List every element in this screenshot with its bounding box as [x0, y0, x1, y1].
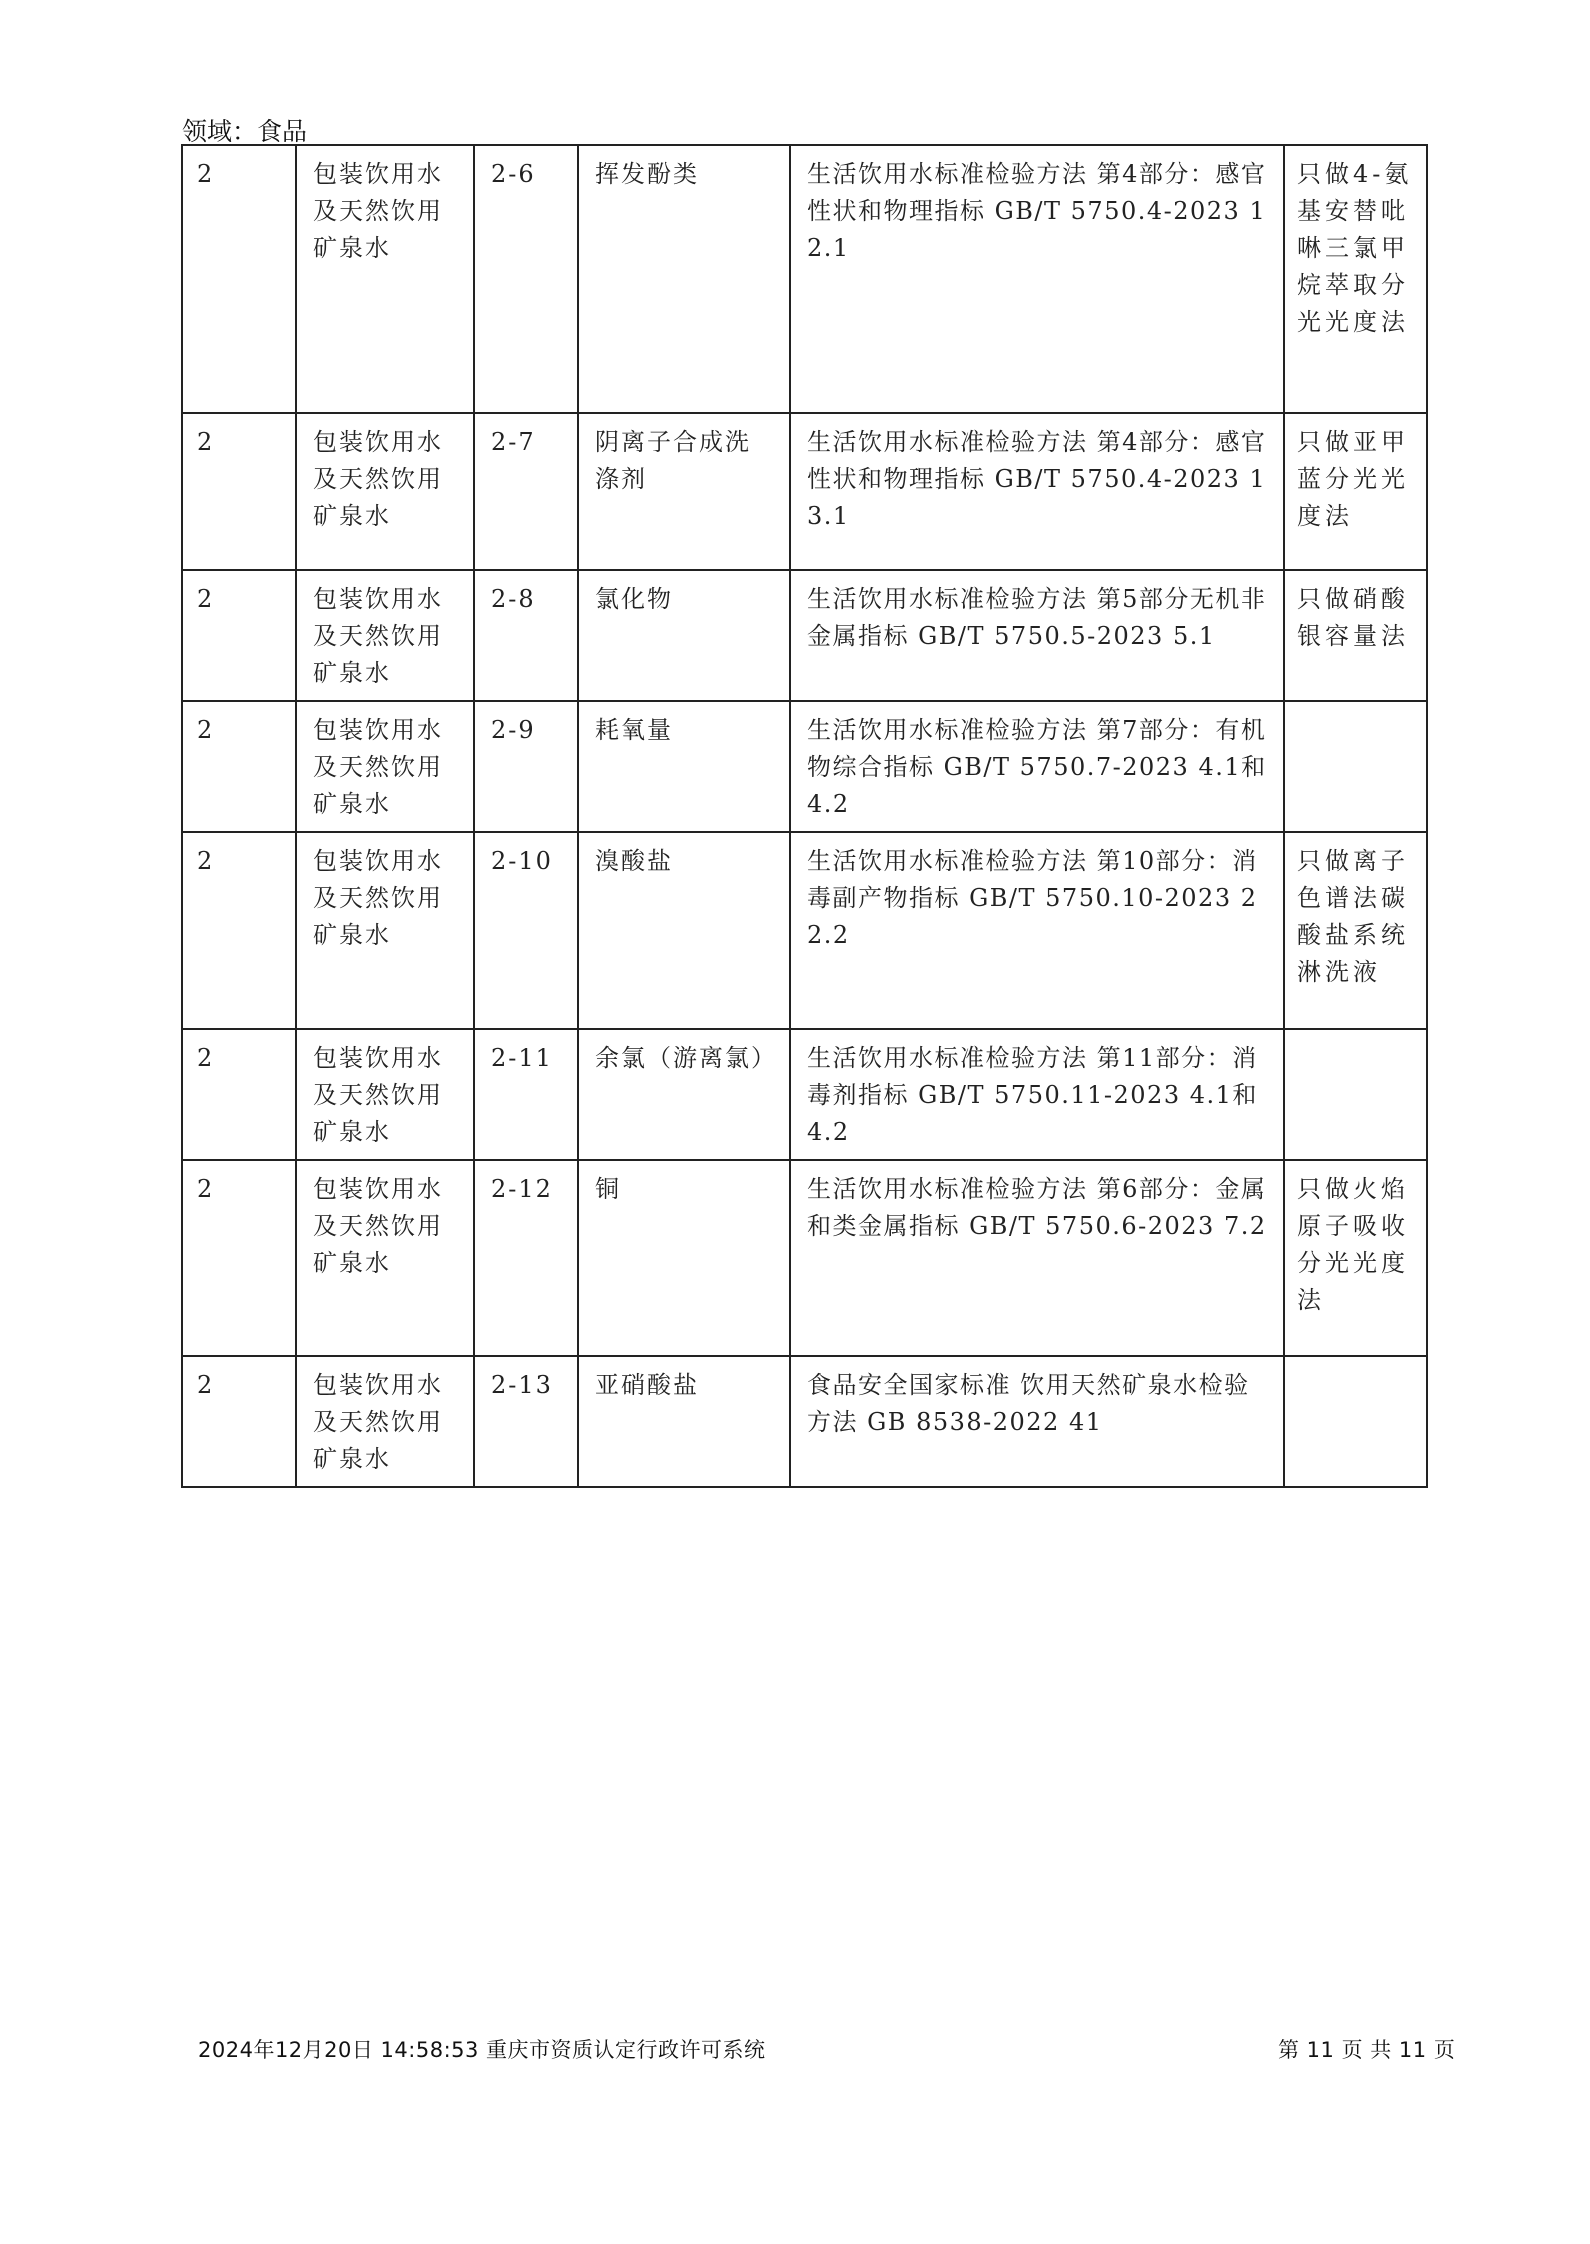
item-no-cell: 2-8 [474, 570, 578, 701]
standard-cell: 生活饮用水标准检验方法 第7部分：有机物综合指标 GB/T 5750.7-2023 4.1和4.2 [790, 701, 1284, 832]
item-no-cell: 2-11 [474, 1029, 578, 1160]
seq-cell: 2 [182, 1160, 296, 1356]
product-cell: 包装饮用水及天然饮用矿泉水 [296, 1356, 474, 1487]
product-cell: 包装饮用水及天然饮用矿泉水 [296, 1160, 474, 1356]
standard-cell: 生活饮用水标准检验方法 第6部分：金属和类金属指标 GB/T 5750.6-2023 7.2 [790, 1160, 1284, 1356]
item-cell: 亚硝酸盐 [578, 1356, 790, 1487]
standard-cell: 生活饮用水标准检验方法 第4部分：感官性状和物理指标 GB/T 5750.4-2023 12.1 [790, 145, 1284, 413]
footer-page-number: 第 11 页 共 11 页 [1278, 2038, 1456, 2062]
standard-cell: 生活饮用水标准检验方法 第11部分：消毒剂指标 GB/T 5750.11-2023 4.1和4.2 [790, 1029, 1284, 1160]
product-cell: 包装饮用水及天然饮用矿泉水 [296, 832, 474, 1029]
seq-cell: 2 [182, 570, 296, 701]
table-row [182, 1160, 1427, 1356]
scope-table [181, 144, 1428, 1488]
seq-cell: 2 [182, 1356, 296, 1487]
footer-timestamp-system: 2024年12月20日 14:58:53 重庆市资质认定行政许可系统 [198, 2038, 766, 2062]
note-cell: 只做亚甲蓝分光光度法 [1284, 413, 1427, 570]
seq-cell: 2 [182, 832, 296, 1029]
seq-cell: 2 [182, 413, 296, 570]
item-cell: 氯化物 [578, 570, 790, 701]
table-row [182, 570, 1427, 701]
item-no-cell: 2-13 [474, 1356, 578, 1487]
product-cell: 包装饮用水及天然饮用矿泉水 [296, 701, 474, 832]
product-cell: 包装饮用水及天然饮用矿泉水 [296, 145, 474, 413]
item-cell: 耗氧量 [578, 701, 790, 832]
table-row [182, 413, 1427, 570]
item-no-cell: 2-12 [474, 1160, 578, 1356]
product-cell: 包装饮用水及天然饮用矿泉水 [296, 413, 474, 570]
standard-cell: 食品安全国家标准 饮用天然矿泉水检验方法 GB 8538-2022 41 [790, 1356, 1284, 1487]
item-no-cell: 2-10 [474, 832, 578, 1029]
note-cell: 只做火焰原子吸收分光光度法 [1284, 1160, 1427, 1356]
table-row [182, 1356, 1427, 1487]
item-no-cell: 2-6 [474, 145, 578, 413]
item-cell: 挥发酚类 [578, 145, 790, 413]
item-no-cell: 2-7 [474, 413, 578, 570]
item-cell: 铜 [578, 1160, 790, 1356]
table-row [182, 145, 1427, 413]
product-cell: 包装饮用水及天然饮用矿泉水 [296, 570, 474, 701]
note-cell: 只做4-氨基安替吡啉三氯甲烷萃取分光光度法 [1284, 145, 1427, 413]
standard-cell: 生活饮用水标准检验方法 第10部分：消毒副产物指标 GB/T 5750.10-2023 22.2 [790, 832, 1284, 1029]
note-cell [1284, 1356, 1427, 1487]
note-cell [1284, 1029, 1427, 1160]
item-cell: 阴离子合成洗涤剂 [578, 413, 790, 570]
standard-cell: 生活饮用水标准检验方法 第4部分：感官性状和物理指标 GB/T 5750.4-2023 13.1 [790, 413, 1284, 570]
table-row [182, 701, 1427, 832]
table-row [182, 832, 1427, 1029]
item-cell: 余氯（游离氯） [578, 1029, 790, 1160]
domain-label: 领域：食品 [182, 117, 308, 146]
seq-cell: 2 [182, 1029, 296, 1160]
table-row [182, 1029, 1427, 1160]
note-cell [1284, 701, 1427, 832]
item-no-cell: 2-9 [474, 701, 578, 832]
standard-cell: 生活饮用水标准检验方法 第5部分无机非金属指标 GB/T 5750.5-2023 5.1 [790, 570, 1284, 701]
seq-cell: 2 [182, 701, 296, 832]
item-cell: 溴酸盐 [578, 832, 790, 1029]
note-cell: 只做硝酸银容量法 [1284, 570, 1427, 701]
product-cell: 包装饮用水及天然饮用矿泉水 [296, 1029, 474, 1160]
seq-cell: 2 [182, 145, 296, 413]
note-cell: 只做离子色谱法碳酸盐系统淋洗液 [1284, 832, 1427, 1029]
